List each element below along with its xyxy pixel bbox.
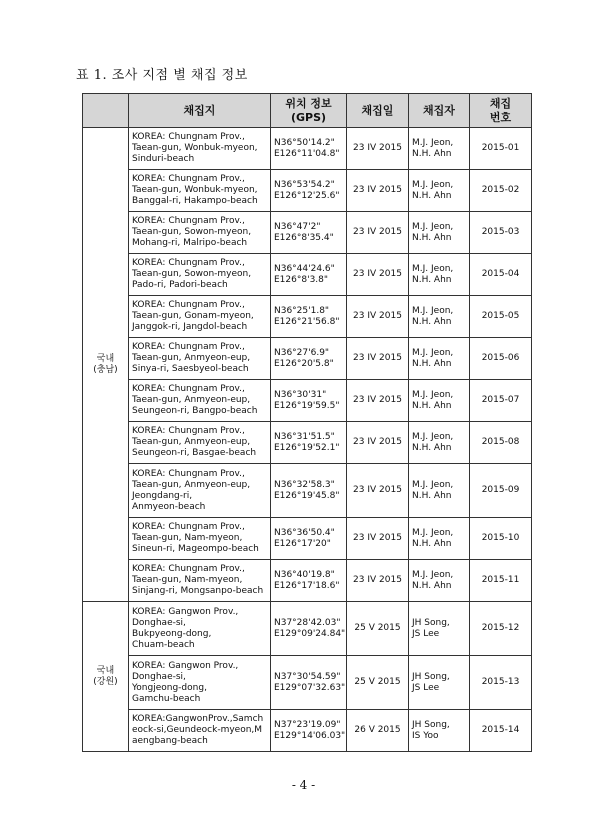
number-cell: 2015-10 — [470, 518, 532, 560]
gps-cell-line: N36°47'2" — [274, 221, 321, 232]
gps-cell-line: N36°25'1.8" — [274, 305, 330, 316]
table-row — [83, 656, 532, 710]
number-cell: 2015-09 — [470, 464, 532, 518]
gps-cell-line: N37°23'19.09" — [274, 719, 341, 730]
collector-cell-line: N.H. Ahn — [412, 538, 452, 549]
site-cell-line: Seungeon-ri, Bangpo-beach — [132, 406, 258, 416]
site-cell-line: Anmyeon-beach — [132, 501, 206, 512]
region-cell — [83, 602, 129, 752]
date-cell: 25 V 2015 — [347, 656, 409, 710]
collector-cell-line: M.J. Jeon, — [412, 389, 454, 400]
collector-cell-line: M.J. Jeon, — [412, 479, 454, 490]
site-cell — [129, 296, 271, 338]
gps-cell-line: N36°32'58.3" — [274, 479, 335, 490]
number-cell: 2015-02 — [470, 170, 532, 212]
site-cell-line: KOREA: Chungnam Prov., — [132, 216, 245, 226]
site-cell-line: Taean-gun, Anmyeon-eup, — [132, 479, 251, 490]
collector-cell-line: M.J. Jeon, — [412, 221, 454, 232]
table-row — [83, 212, 532, 254]
gps-cell — [271, 422, 347, 464]
gps-cell — [271, 560, 347, 602]
table-row — [83, 128, 532, 170]
table-row — [83, 422, 532, 464]
collector-cell-line: M.J. Jeon, — [412, 347, 454, 358]
site-cell-line: Taean-gun, Sowon-myeon, — [132, 269, 252, 279]
number-cell: 2015-11 — [470, 560, 532, 602]
region-cell — [83, 128, 129, 602]
collector-cell-line: N.H. Ahn — [412, 190, 452, 201]
collector-cell-line: M.J. Jeon, — [412, 569, 454, 580]
collector-cell-line: M.J. Jeon, — [412, 305, 454, 316]
collector-cell — [409, 296, 470, 338]
gps-cell-line: N36°27'6.9" — [274, 347, 330, 358]
gps-cell — [271, 212, 347, 254]
collector-cell-line: JS Lee — [412, 682, 440, 693]
collector-cell-line: N.H. Ahn — [412, 232, 452, 243]
collector-cell-line: IS Yoo — [412, 730, 439, 741]
date-cell: 23 IV 2015 — [347, 338, 409, 380]
region-label: 국내 — [96, 665, 115, 676]
table-row — [83, 338, 532, 380]
gps-cell-line: E126°19'52.1" — [274, 442, 340, 453]
site-cell-line: KOREA: Chungnam Prov., — [132, 258, 245, 268]
gps-cell — [271, 464, 347, 518]
collector-cell-line: JS Lee — [412, 628, 440, 639]
gps-cell-line: N37°28'42.03" — [274, 617, 341, 628]
gps-cell-line: N36°31'51.5" — [274, 431, 335, 442]
site-cell-line: Mohang-ri, Malripo-beach — [132, 238, 248, 248]
header-gps-line: (GPS) — [290, 110, 327, 124]
date-cell: 23 IV 2015 — [347, 254, 409, 296]
site-cell — [129, 422, 271, 464]
site-cell — [129, 338, 271, 380]
site-cell — [129, 254, 271, 296]
site-cell-line: Taean-gun, Wonbuk-myeon, — [132, 185, 258, 195]
date-cell: 23 IV 2015 — [347, 380, 409, 422]
header-gps-line: 위치 정보 — [285, 96, 332, 110]
date-cell: 23 IV 2015 — [347, 170, 409, 212]
survey-table — [82, 93, 532, 752]
collector-cell — [409, 656, 470, 710]
gps-cell-line: E126°8'3.8" — [274, 274, 329, 285]
gps-cell-line: E126°20'5.8" — [274, 358, 334, 369]
site-cell-line: aengbang-beach — [132, 736, 208, 746]
region-label: (충남) — [93, 364, 118, 375]
collector-cell-line: N.H. Ahn — [412, 148, 452, 159]
number-cell: 2015-05 — [470, 296, 532, 338]
number-cell: 2015-06 — [470, 338, 532, 380]
table-row — [83, 380, 532, 422]
site-cell-line: Jeongdang-ri, — [132, 490, 193, 501]
table-header-row — [83, 94, 532, 128]
number-cell: 2015-07 — [470, 380, 532, 422]
site-cell-line: KOREA: Chungnam Prov., — [132, 132, 245, 142]
site-cell — [129, 602, 271, 656]
collector-cell-line: JH Song, — [412, 671, 450, 682]
region-label: (강원) — [93, 676, 118, 687]
page-number: - 4 - — [291, 778, 316, 792]
header-gps — [271, 94, 347, 128]
site-cell — [129, 656, 271, 710]
table-row — [83, 602, 532, 656]
gps-cell-line: N36°50'14.2" — [274, 137, 335, 148]
site-cell-line: Janggok-ri, Jangdol-beach — [132, 322, 248, 332]
table-row — [83, 560, 532, 602]
site-cell-line: Donghae-si, — [132, 671, 186, 682]
gps-cell-line: E129°07'32.63" — [274, 682, 346, 693]
gps-cell — [271, 602, 347, 656]
collector-cell — [409, 254, 470, 296]
site-cell — [129, 710, 271, 752]
date-cell: 23 IV 2015 — [347, 212, 409, 254]
site-cell-line: Seungeon-ri, Basgae-beach — [132, 448, 257, 458]
header-region — [83, 94, 129, 128]
site-cell-line: Taean-gun, Nam-myeon, — [132, 575, 243, 585]
site-cell — [129, 464, 271, 518]
header-number-line: 채집 — [489, 96, 512, 110]
number-cell: 2015-01 — [470, 128, 532, 170]
site-cell-line: eock-si,Geundeock-myeon,M — [132, 725, 263, 735]
site-cell — [129, 380, 271, 422]
gps-cell-line: E126°17'18.6" — [274, 580, 340, 591]
gps-cell-line: E126°11'04.8" — [274, 148, 340, 159]
gps-cell — [271, 710, 347, 752]
site-cell-line: KOREA: Chungnam Prov., — [132, 426, 245, 436]
gps-cell-line: N37°30'54.59" — [274, 671, 341, 682]
site-cell-line: Sinjang-ri, Mongsanpo-beach — [132, 586, 264, 596]
site-cell-line: KOREA: Chungnam Prov., — [132, 174, 245, 184]
collector-cell-line: N.H. Ahn — [412, 580, 452, 591]
number-cell: 2015-13 — [470, 656, 532, 710]
site-cell-line: Taean-gun, Anmyeon-eup, — [132, 353, 251, 363]
site-cell-line: Sineun-ri, Mageompo-beach — [132, 544, 259, 554]
date-cell: 23 IV 2015 — [347, 422, 409, 464]
collector-cell-line: N.H. Ahn — [412, 490, 452, 501]
header-site: 채집지 — [129, 94, 271, 128]
collector-cell-line: M.J. Jeon, — [412, 179, 454, 190]
gps-cell-line: N36°30'31" — [274, 389, 327, 400]
header-number-line: 번호 — [489, 110, 512, 124]
table-row — [83, 296, 532, 338]
collector-cell-line: JH Song, — [412, 719, 450, 730]
table-row — [83, 254, 532, 296]
collector-cell — [409, 602, 470, 656]
collector-cell — [409, 380, 470, 422]
number-cell: 2015-08 — [470, 422, 532, 464]
table-row — [83, 464, 532, 518]
collector-cell-line: M.J. Jeon, — [412, 527, 454, 538]
number-cell: 2015-12 — [470, 602, 532, 656]
site-cell-line: KOREA:GangwonProv.,Samch — [132, 714, 264, 724]
collector-cell — [409, 338, 470, 380]
site-cell-line: KOREA: Chungnam Prov., — [132, 564, 245, 574]
site-cell-line: Chuam-beach — [132, 639, 195, 650]
gps-cell-line: E126°21'56.8" — [274, 316, 340, 327]
site-cell-line: KOREA: Chungnam Prov., — [132, 300, 245, 310]
date-cell: 23 IV 2015 — [347, 464, 409, 518]
header-number — [470, 94, 532, 128]
collector-cell-line: N.H. Ahn — [412, 442, 452, 453]
collector-cell — [409, 710, 470, 752]
site-cell-line: Sinya-ri, Saesbyeol-beach — [132, 364, 249, 374]
collector-cell-line: M.J. Jeon, — [412, 137, 454, 148]
site-cell-line: Donghae-si, — [132, 617, 186, 628]
gps-cell-line: E126°12'25.6" — [274, 190, 340, 201]
collector-cell-line: M.J. Jeon, — [412, 263, 454, 274]
table-row — [83, 710, 532, 752]
table-row — [83, 170, 532, 212]
date-cell: 26 V 2015 — [347, 710, 409, 752]
date-cell: 23 IV 2015 — [347, 296, 409, 338]
gps-cell — [271, 380, 347, 422]
number-cell: 2015-14 — [470, 710, 532, 752]
site-cell-line: Pado-ri, Padori-beach — [132, 280, 228, 290]
gps-cell-line: E126°19'45.8" — [274, 490, 340, 501]
gps-cell — [271, 170, 347, 212]
gps-cell-line: E129°09'24.84" — [274, 628, 346, 639]
collector-cell-line: N.H. Ahn — [412, 316, 452, 327]
site-cell-line: Taean-gun, Anmyeon-eup, — [132, 437, 251, 447]
gps-cell-line: E129°14'06.03" — [274, 730, 346, 741]
gps-cell-line: E126°19'59.5" — [274, 400, 340, 411]
site-cell-line: Taean-gun, Gonam-myeon, — [132, 311, 254, 321]
site-cell-line: Sinduri-beach — [132, 154, 195, 164]
collector-cell — [409, 128, 470, 170]
gps-cell — [271, 254, 347, 296]
collector-cell-line: N.H. Ahn — [412, 400, 452, 411]
collector-cell — [409, 518, 470, 560]
collector-cell-line: JH Song, — [412, 617, 450, 628]
site-cell-line: Taean-gun, Sowon-myeon, — [132, 227, 252, 237]
site-cell-line: Taean-gun, Nam-myeon, — [132, 533, 243, 543]
collector-cell — [409, 212, 470, 254]
collector-cell-line: N.H. Ahn — [412, 274, 452, 285]
site-cell — [129, 170, 271, 212]
gps-cell-line: E126°8'35.4" — [274, 232, 334, 243]
date-cell: 23 IV 2015 — [347, 518, 409, 560]
collector-cell — [409, 170, 470, 212]
site-cell-line: KOREA: Chungnam Prov., — [132, 384, 245, 394]
collector-cell-line: N.H. Ahn — [412, 358, 452, 369]
site-cell-line: KOREA: Gangwon Prov., — [132, 660, 239, 671]
site-cell-line: Taean-gun, Anmyeon-eup, — [132, 395, 251, 405]
header-collector: 채집자 — [409, 94, 470, 128]
collector-cell — [409, 560, 470, 602]
site-cell-line: KOREA: Chungnam Prov., — [132, 522, 245, 532]
gps-cell-line: N36°44'24.6" — [274, 263, 335, 274]
number-cell: 2015-03 — [470, 212, 532, 254]
site-cell-line: KOREA: Chungnam Prov., — [132, 468, 245, 479]
date-cell: 23 IV 2015 — [347, 560, 409, 602]
gps-cell-line: N36°36'50.4" — [274, 527, 335, 538]
gps-cell — [271, 338, 347, 380]
gps-cell-line: E126°17'20" — [274, 538, 331, 549]
gps-cell — [271, 656, 347, 710]
collector-cell — [409, 422, 470, 464]
gps-cell — [271, 128, 347, 170]
table-body — [83, 128, 532, 752]
gps-cell — [271, 518, 347, 560]
number-cell: 2015-04 — [470, 254, 532, 296]
site-cell-line: Yongjeong-dong, — [132, 682, 207, 693]
region-label: 국내 — [96, 353, 115, 364]
date-cell: 25 V 2015 — [347, 602, 409, 656]
gps-cell-line: N36°53'54.2" — [274, 179, 335, 190]
date-cell: 23 IV 2015 — [347, 128, 409, 170]
site-cell — [129, 560, 271, 602]
site-cell-line: Gamchu-beach — [132, 693, 201, 704]
gps-cell-line: N36°40'19.8" — [274, 569, 335, 580]
site-cell-line: Bukpyeong-dong, — [132, 628, 212, 639]
collector-cell-line: M.J. Jeon, — [412, 431, 454, 442]
table-caption: 표 1. 조사 지점 별 채집 정보 — [76, 68, 248, 83]
site-cell — [129, 212, 271, 254]
collector-cell — [409, 464, 470, 518]
site-cell-line: Banggal-ri, Hakampo-beach — [132, 196, 258, 206]
site-cell — [129, 518, 271, 560]
site-cell — [129, 128, 271, 170]
site-cell-line: KOREA: Gangwon Prov., — [132, 606, 239, 617]
gps-cell — [271, 296, 347, 338]
site-cell-line: KOREA: Chungnam Prov., — [132, 342, 245, 352]
header-date: 채집일 — [347, 94, 409, 128]
site-cell-line: Taean-gun, Wonbuk-myeon, — [132, 143, 258, 153]
table-row — [83, 518, 532, 560]
